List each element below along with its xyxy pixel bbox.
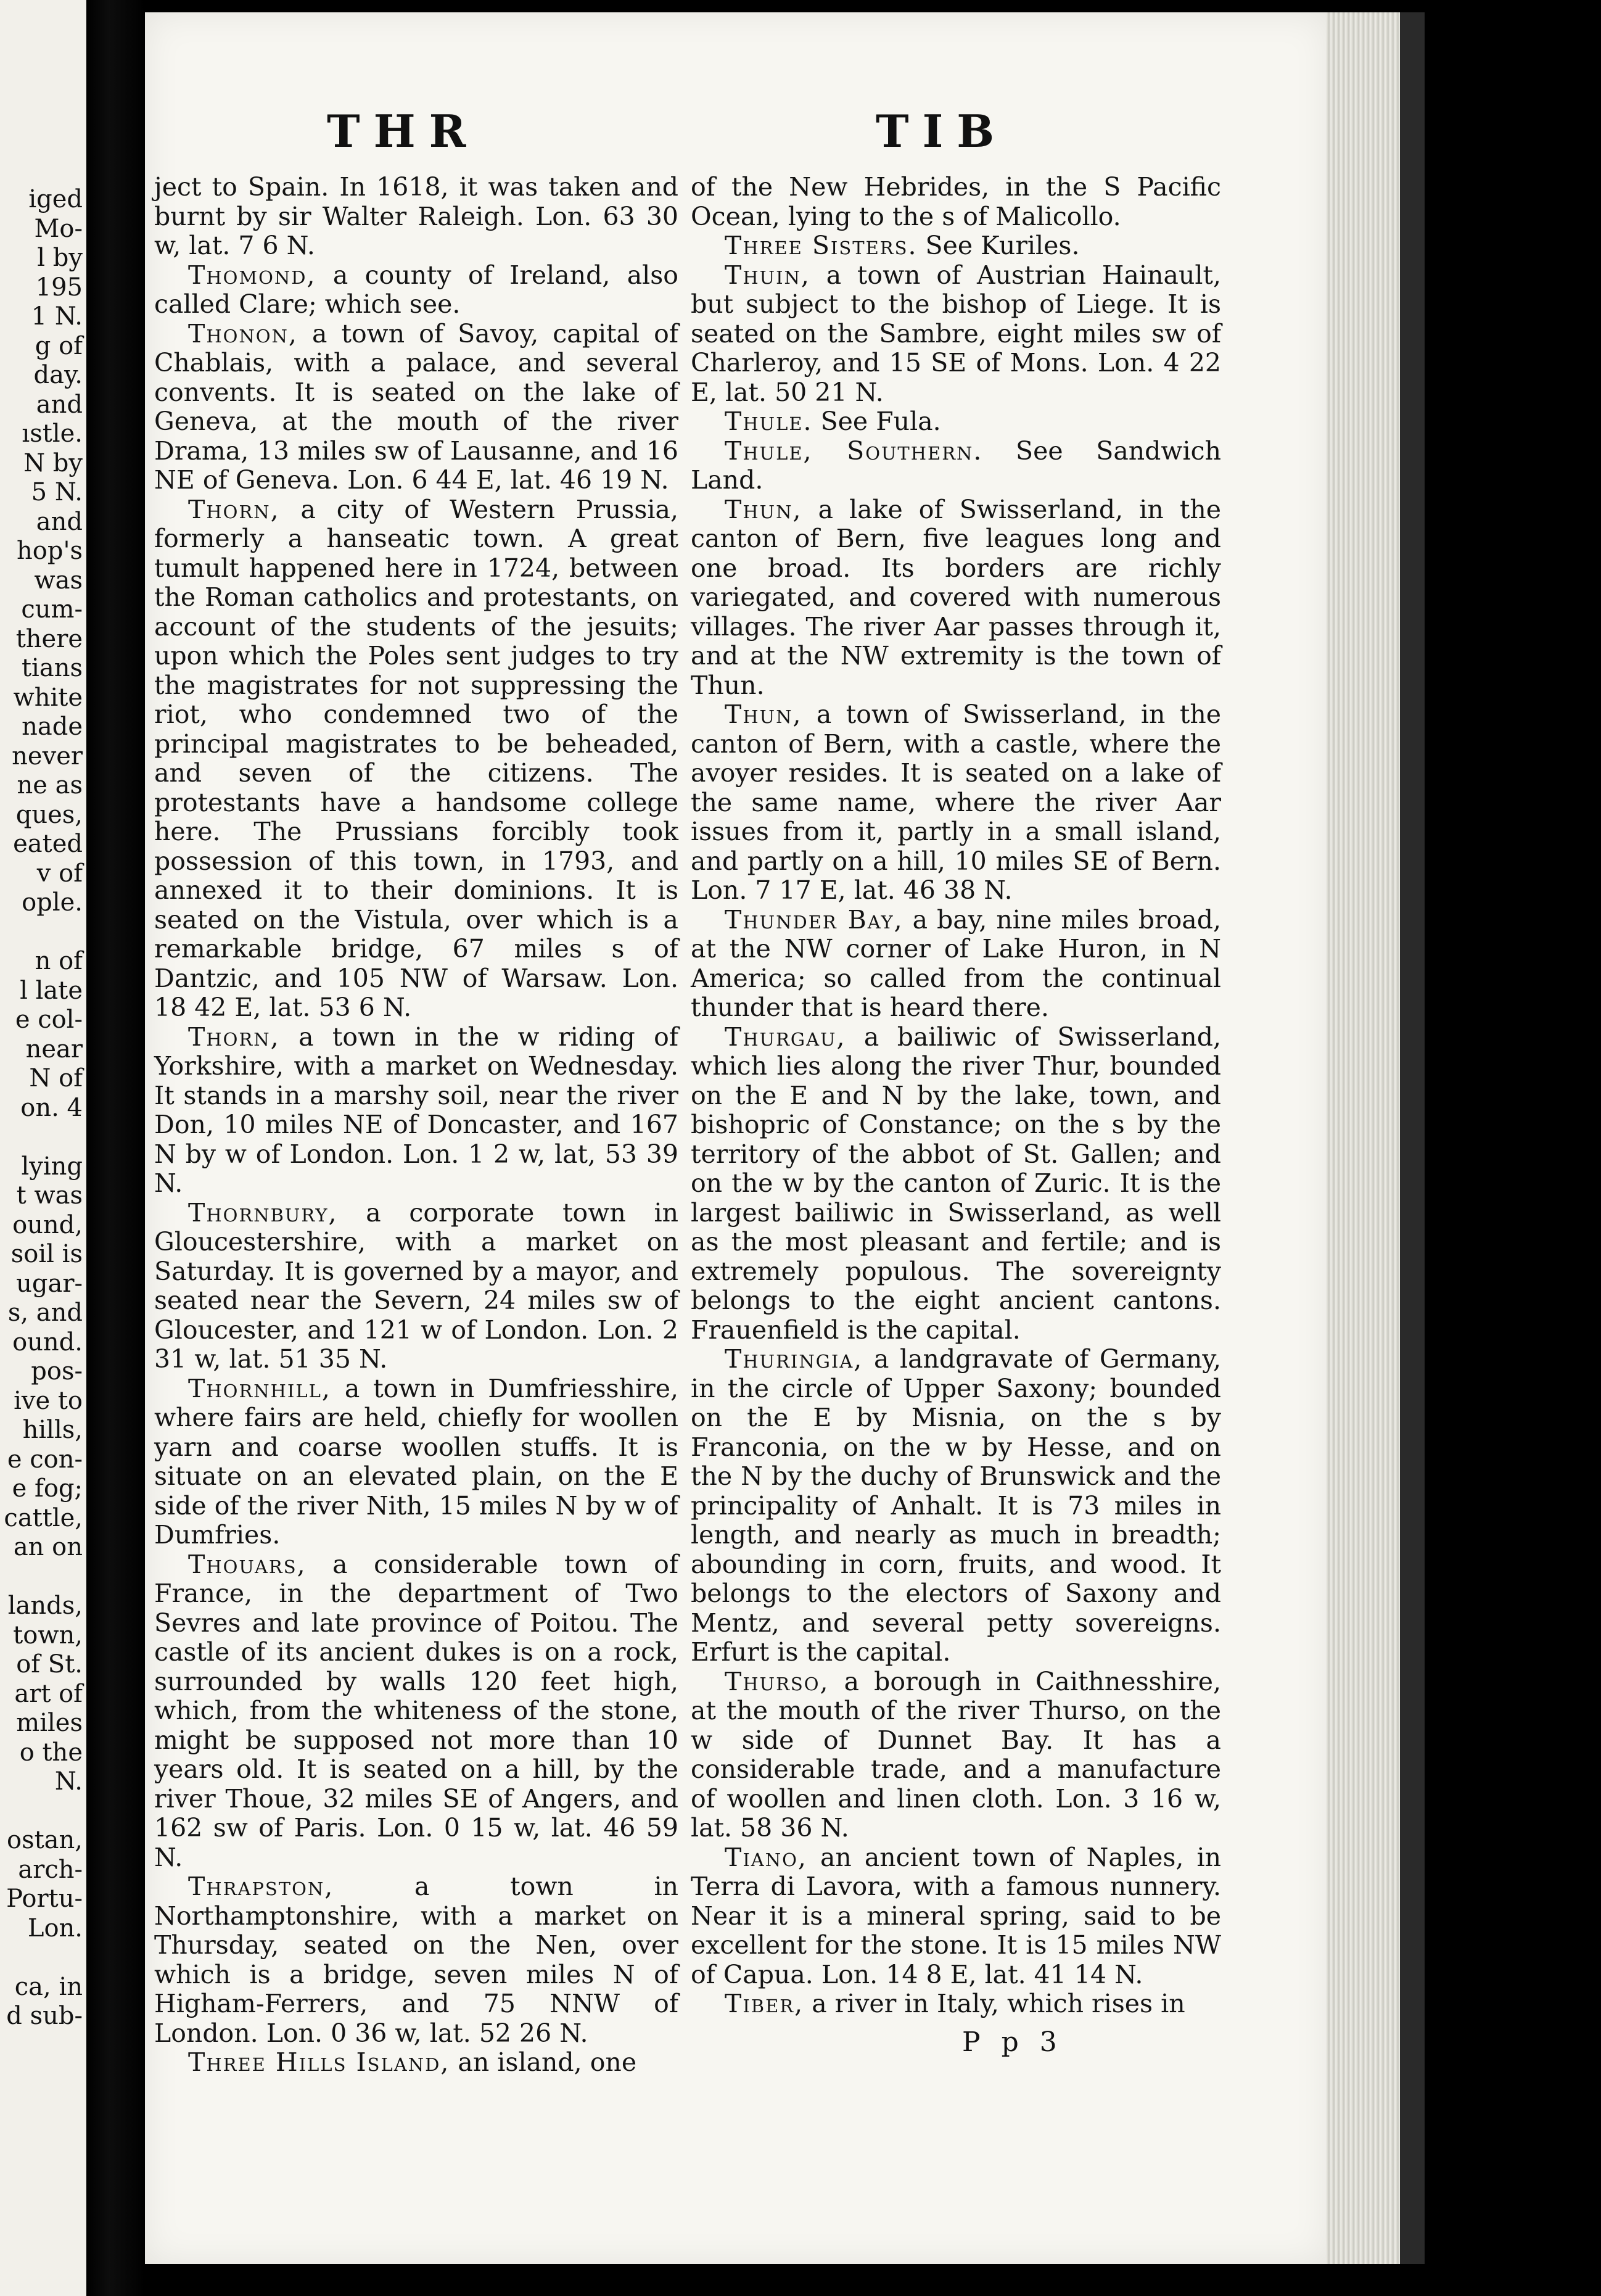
entry-headword: Thunder Bay, bbox=[725, 904, 903, 935]
gazetteer-entry bbox=[154, 1374, 678, 1550]
gazetteer-entry bbox=[691, 1667, 1221, 1843]
facing-page-text-fragment: near bbox=[25, 1034, 83, 1063]
facing-page-text-fragment: e col- bbox=[15, 1006, 83, 1034]
entry-headword: Thorn, bbox=[188, 1022, 280, 1052]
facing-page-text-fragment: Mo- bbox=[34, 214, 83, 243]
entry-text: a corporate town in Gloucestershire, with a market on Saturday. It is governed by a mayor, and seated near the Severn, 24 miles sw of Gloucester, and 121 w of London. Lon. 2 31 w, lat. 51 35 N. bbox=[154, 1197, 678, 1374]
gazetteer-entry bbox=[154, 495, 678, 1023]
entry-headword: Thomond, bbox=[188, 260, 316, 290]
gazetteer-entry bbox=[691, 437, 1221, 495]
entry-text: an island, one bbox=[450, 2047, 637, 2077]
facing-page-text-fragment: never bbox=[12, 741, 83, 770]
right-column bbox=[691, 173, 1221, 2019]
facing-page-text-fragment: g of bbox=[35, 331, 83, 360]
facing-page-text-fragment: eated bbox=[13, 830, 83, 858]
gazetteer-entry bbox=[691, 407, 1221, 437]
facing-page-text-fragment: v of bbox=[36, 859, 83, 888]
facing-page-text-fragment: soil is bbox=[10, 1240, 83, 1268]
entry-headword: Tiano, bbox=[725, 1842, 807, 1872]
facing-page-text-fragment: day. bbox=[33, 361, 83, 389]
entry-headword: Thurgau, bbox=[725, 1022, 846, 1052]
facing-page-text-fragment: and bbox=[36, 507, 83, 536]
entry-text: a bailiwic of Swisserland, which lies along the river Thur, bounded on the E and N by the lake, town, and bishopric of Constance; on the s by the territory of the abbot of St. Gallen; and on the w by the canton of Zuric. It is the largest bailiwic in Swisserland, as well as the most pleasant and fertile; and is extremely populous. The sovereignty belongs to the eight ancient cantons. Frauenfield is the capital. bbox=[691, 1022, 1221, 1345]
facing-page-text-fragment: N. bbox=[54, 1767, 83, 1796]
page-edges bbox=[1326, 12, 1400, 2264]
gazetteer-entry bbox=[154, 1023, 678, 1199]
facing-page-text-fragment: ostan, bbox=[6, 1826, 83, 1854]
entry-headword: Three Hills Island, bbox=[188, 2047, 450, 2077]
facing-page-text-fragment: pos- bbox=[31, 1357, 83, 1385]
facing-page-text-fragment: lands, bbox=[7, 1592, 83, 1620]
entry-text: See Kuriles. bbox=[917, 231, 1080, 260]
facing-page-text-fragment: lying bbox=[21, 1152, 83, 1181]
facing-page-text-fragment: of St. bbox=[16, 1650, 83, 1679]
gazetteer-entry bbox=[691, 1345, 1221, 1667]
facing-page-text-fragment: d sub- bbox=[6, 2002, 83, 2030]
gazetteer-entry bbox=[154, 1199, 678, 1374]
signature-mark: P p 3 bbox=[962, 2026, 1063, 2058]
facing-page-text-fragment: cattle, bbox=[4, 1503, 83, 1532]
entry-text: of the New Hebrides, in the S Pacific Ocean, lying to the s of Malicollo. bbox=[691, 172, 1221, 231]
gazetteer-entry bbox=[691, 495, 1221, 701]
gazetteer-entry bbox=[154, 2048, 678, 2078]
entry-text: a lake of Swisserland, in the canton of Bern, five leagues long and one broad. Its borders are richly variegated, and covered with numerous villages. The river Aar passes through it, and at the NW extremity is the town of Thun. bbox=[691, 494, 1221, 700]
entry-headword: Tiber, bbox=[725, 1989, 804, 2018]
entry-text: a town in the w riding of Yorkshire, with a market on Wednesday. It stands in a marshy soil, near the river Don, 10 miles NE of Doncaster, and 167 N by w of London. Lon. 1 2 w, lat, 53 39 N. bbox=[154, 1022, 678, 1198]
running-head-left: THR bbox=[327, 105, 480, 157]
facing-page-text-fragment: l late bbox=[20, 976, 83, 1005]
facing-page-text-fragment: town, bbox=[13, 1621, 83, 1650]
facing-page-text-fragment: art of bbox=[14, 1679, 83, 1708]
facing-page-text-fragment: ques, bbox=[15, 800, 83, 829]
entry-headword: Thun, bbox=[725, 700, 802, 729]
entry-headword: Thuringia, bbox=[725, 1344, 863, 1374]
facing-page-text-fragment: N by bbox=[23, 448, 83, 477]
entry-text: See Sandwich Land. bbox=[691, 436, 1221, 495]
facing-page-text-fragment: N of bbox=[29, 1064, 83, 1092]
entry-headword: Thonon, bbox=[188, 318, 298, 349]
entry-text: a town of Swisserland, in the canton of Bern, with a castle, where the avoyer resides. It is seated on a lake of the same name, where the river Aar issues from it, partly in a small island, and partly on a hill, 10 miles SE of Bern. Lon. 7 17 E, lat. 46 38 N. bbox=[691, 700, 1221, 905]
facing-page-text-fragment: was bbox=[34, 566, 83, 595]
entry-text: a county of Ireland, also called Clare; which see. bbox=[154, 260, 678, 319]
running-head-right: TIB bbox=[876, 105, 1008, 157]
entry-headword: Thrapston, bbox=[188, 1872, 334, 1901]
facing-page-text-fragment: arch- bbox=[18, 1855, 83, 1884]
facing-page-text-fragment: e con- bbox=[7, 1445, 83, 1474]
gazetteer-entry bbox=[154, 1550, 678, 1873]
entry-headword: Thorn, bbox=[188, 494, 280, 524]
gazetteer-entry bbox=[154, 173, 678, 261]
facing-page-text-fragment: 5 N. bbox=[31, 478, 83, 506]
gazetteer-entry bbox=[154, 261, 678, 320]
gazetteer-entry bbox=[691, 700, 1221, 906]
facing-page-text-fragment: t was bbox=[16, 1181, 83, 1210]
entry-text: a river in Italy, which rises in bbox=[804, 1989, 1185, 2018]
facing-page-text-fragment: white bbox=[13, 683, 83, 712]
entry-text: a city of Western Prussia, formerly a hanseatic town. A great tumult happened here in 1724, between the Roman catholics and protestants, on account of the students of the jesuits; upon which the Poles sent judges to try the magistrates for not suppressing the riot, who condemned two of the principal magistrates to be beheaded, and seven of the citizens. The protestants have a handsome college here. The Prussians forcibly took possession of this town, in 1793, and annexed it to their dominions. It is seated on the Vistula, over which is a remarkable bridge, 67 miles s of Dantzic, and 105 NW of Warsaw. Lon. 18 42 E, lat. 53 6 N. bbox=[154, 494, 678, 1022]
entry-headword: Thule. bbox=[725, 407, 813, 436]
facing-page-text-fragment: ound, bbox=[12, 1210, 83, 1239]
entry-headword: Thornbury, bbox=[188, 1197, 338, 1228]
facing-page-text-fragment: hop's bbox=[17, 537, 83, 565]
facing-page-text-fragment: hills, bbox=[22, 1416, 83, 1444]
facing-page-text-fragment: ound. bbox=[12, 1328, 83, 1357]
facing-page-text-fragment: tians bbox=[21, 654, 83, 682]
entry-headword: Three Sisters. bbox=[725, 231, 918, 260]
entry-text: a town of Savoy, capital of Chablais, with a palace, and several convents. It is seated on the lake of Geneva, at the mouth of the river Drama, 13 miles sw of Lausanne, and 16 NE of Geneva. Lon. 6 44 E, lat. 46 19 N. bbox=[154, 318, 678, 495]
facing-page-text-fragment: n of bbox=[35, 947, 83, 975]
entry-headword: Thun, bbox=[725, 494, 802, 524]
gazetteer-entry bbox=[154, 1872, 678, 2048]
gazetteer-entry bbox=[691, 1989, 1221, 2019]
entry-text: a landgravate of Germany, in the circle of Upper Saxony; bounded on the E by Misnia, on the s by Franconia, on the w by Hesse, and on the N by the duchy of Brunswick and the principality of Anhalt. It is 73 miles in length, and nearly as much in breadth; abounding in corn, fruits, and wood. It belongs to the electors of Saxony and Mentz, and several petty sovereigns. Erfurt is the capital. bbox=[691, 1344, 1221, 1667]
facing-page-fragment bbox=[0, 0, 86, 2296]
page-edge-shadow bbox=[1400, 12, 1425, 2264]
facing-page-text-fragment: l by bbox=[37, 244, 83, 272]
entry-text: ject to Spain. In 1618, it was taken and burnt by sir Walter Raleigh. Lon. 63 30 w, lat. 7 6 N. bbox=[154, 172, 678, 260]
gazetteer-entry bbox=[691, 231, 1221, 261]
gazetteer-entry bbox=[691, 261, 1221, 408]
gazetteer-entry bbox=[691, 173, 1221, 231]
entry-headword: Thornhill, bbox=[188, 1373, 331, 1403]
facing-page-text-fragment: ugar- bbox=[16, 1269, 83, 1298]
facing-page-text-fragment: nade bbox=[22, 712, 83, 741]
entry-headword: Thurso, bbox=[725, 1666, 829, 1696]
facing-page-text-fragment: cum- bbox=[21, 595, 83, 624]
entry-headword: Thouars, bbox=[188, 1549, 307, 1579]
facing-page-text-fragment: e fog; bbox=[12, 1474, 83, 1503]
entry-text: See Fula. bbox=[812, 407, 941, 436]
facing-page-text-fragment: 195 bbox=[35, 273, 83, 302]
facing-page-text-fragment: 1 N. bbox=[31, 302, 83, 331]
gazetteer-entry bbox=[691, 1843, 1221, 1990]
facing-page-text-fragment: ca, in bbox=[14, 1972, 83, 2001]
facing-page-text-fragment: miles bbox=[16, 1709, 83, 1737]
entry-text: a considerable town of France, in the department of Two Sevres and late province of Poitou. The castle of its ancient dukes is on a rock, surrounded by walls 120 feet high, which, from the whiteness of the stone, might be supposed not more than 10 years old. It is seated on a hill, by the river Thoue, 32 miles SE of Angers, and 162 sw of Paris. Lon. 0 15 w, lat. 46 59 N. bbox=[154, 1549, 678, 1872]
facing-page-text-fragment: Portu- bbox=[6, 1885, 83, 1913]
facing-page-text-fragment: and bbox=[36, 390, 83, 419]
entry-text: a town in Dumfriesshire, where fairs are held, chiefly for woollen yarn and coarse woollen stuffs. It is situate on an elevated plain, on the E side of the river Nith, 15 miles N by w of Dumfries. bbox=[154, 1373, 678, 1550]
book-gutter bbox=[86, 0, 145, 2296]
facing-page-text-fragment: s, and bbox=[7, 1299, 83, 1327]
facing-page-text-fragment: on. 4 bbox=[20, 1093, 83, 1122]
facing-page-text-fragment: ıstle. bbox=[22, 419, 83, 448]
facing-page-text-fragment: an on bbox=[13, 1533, 83, 1561]
facing-page-text-fragment: Lon. bbox=[27, 1914, 83, 1943]
gazetteer-entry bbox=[154, 320, 678, 495]
entry-text: a bay, nine miles broad, at the NW corner of Lake Huron, in N America; so called from the continual thunder that is heard there. bbox=[691, 904, 1221, 1022]
entry-headword: Thule, Southern. bbox=[725, 436, 983, 466]
entry-text: a town in Northamptonshire, with a market on Thursday, seated on the Nen, over which is a bridge, seven miles N of Higham-Ferrers, and 75 NNW of London. Lon. 0 36 w, lat. 52 26 N. bbox=[154, 1872, 678, 2048]
facing-page-text-fragment: iged bbox=[28, 185, 83, 213]
entry-headword: Thuin, bbox=[725, 260, 810, 290]
facing-page-text-fragment: o the bbox=[19, 1738, 83, 1767]
facing-page-text-fragment: ive to bbox=[14, 1386, 83, 1415]
entry-text: an ancient town of Naples, in Terra di Lavora, with a famous nunnery. Near it is a mineral spring, said to be excellent for the stone. It is 15 miles NW of Capua. Lon. 14 8 E, lat. 41 14 N. bbox=[691, 1842, 1221, 1989]
gazetteer-entry bbox=[691, 1023, 1221, 1345]
entry-text: a borough in Caithnesshire, at the mouth of the river Thurso, on the w side of Dunnet Bay. It has a considerable trade, and a manufacture of woollen and linen cloth. Lon. 3 16 w, lat. 58 36 N. bbox=[691, 1666, 1221, 1843]
gazetteer-entry bbox=[691, 906, 1221, 1023]
facing-page-text-fragment: ne as bbox=[17, 771, 83, 799]
facing-page-text-fragment: ople. bbox=[22, 888, 83, 917]
entry-text: a town of Austrian Hainault, but subject to the bishop of Liege. It is seated on the Sambre, eight miles sw of Charleroy, and 15 SE of Mons. Lon. 4 22 E, lat. 50 21 N. bbox=[691, 260, 1221, 407]
facing-page-text-fragment: there bbox=[15, 624, 83, 653]
left-column bbox=[154, 173, 678, 2078]
